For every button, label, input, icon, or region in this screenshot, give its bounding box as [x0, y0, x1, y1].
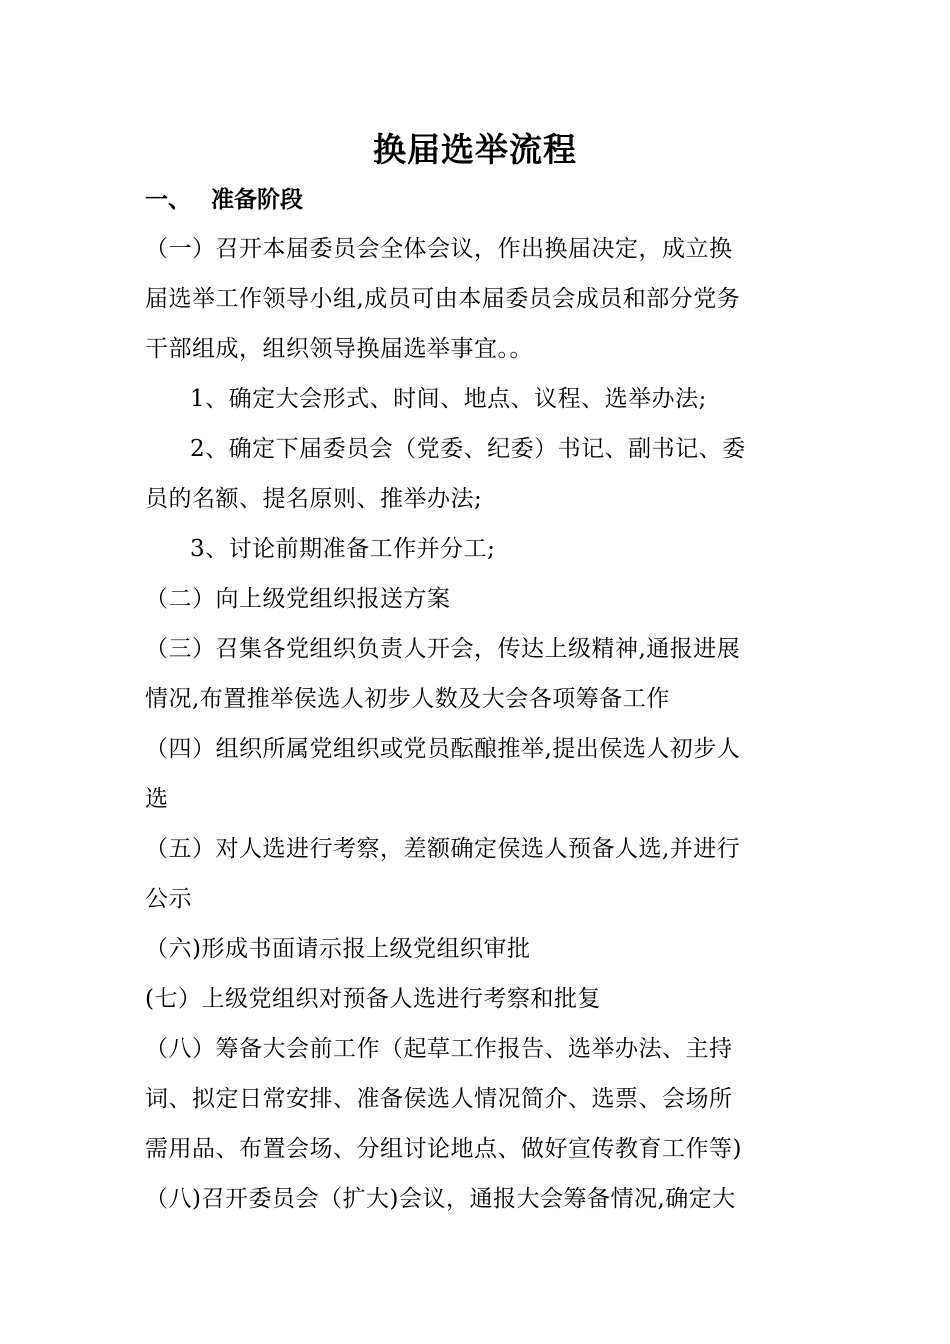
paragraph-line: 2、确定下届委员会（党委、纪委）书记、副书记、委 [190, 436, 746, 462]
paragraph-line: （五）对人选进行考察，差额确定侯选人预备人选,并进行 [145, 836, 741, 862]
paragraph-line: （四）组织所属党组织或党员酝酿推举,提出侯选人初步人 [145, 736, 741, 762]
section-heading [145, 180, 303, 220]
paragraph-line: 干部组成，组织领导换届选举事宜。。 [145, 336, 533, 362]
paragraph-line: （八)召开委员会（扩大)会议，通报大会筹备情况,确定大 [145, 1186, 736, 1212]
paragraph-line: (七）上级党组织对预备人选进行考察和批复 [145, 986, 601, 1012]
paragraph-line: 需用品、布置会场、分组讨论地点、做好宣传教育工作等) [145, 1136, 742, 1162]
document-title: 换届选举流程 [373, 130, 577, 169]
paragraph-line: 公示 [145, 886, 192, 912]
paragraph-line: 3、讨论前期准备工作并分工; [190, 536, 496, 562]
paragraph-line: （八）筹备大会前工作（起草工作报告、选举办法、主持 [145, 1036, 733, 1062]
paragraph-line: 1、确定大会形式、时间、地点、议程、选举办法; [190, 386, 707, 412]
paragraph-line: （三）召集各党组织负责人开会，传达上级精神,通报进展 [145, 636, 741, 662]
paragraph-line: 员的名额、提名原则、推举办法; [145, 486, 483, 512]
paragraph-line: 词、拟定日常安排、准备侯选人情况简介、选票、会场所 [145, 1086, 733, 1112]
section-number: 一、 [145, 187, 191, 213]
paragraph-line: 届选举工作领导小组,成员可由本届委员会成员和部分党务 [145, 286, 741, 312]
paragraph-line: 选 [145, 786, 169, 812]
paragraph-line: （二）向上级党组织报送方案 [145, 586, 451, 612]
paragraph-line: （一）召开本届委员会全体会议，作出换届决定，成立换 [145, 236, 733, 262]
section-title: 准备阶段 [211, 187, 303, 213]
paragraph-line: 情况,布置推举侯选人初步人数及大会各项筹备工作 [145, 686, 670, 712]
paragraph-line: （六)形成书面请示报上级党组织审批 [145, 936, 531, 962]
